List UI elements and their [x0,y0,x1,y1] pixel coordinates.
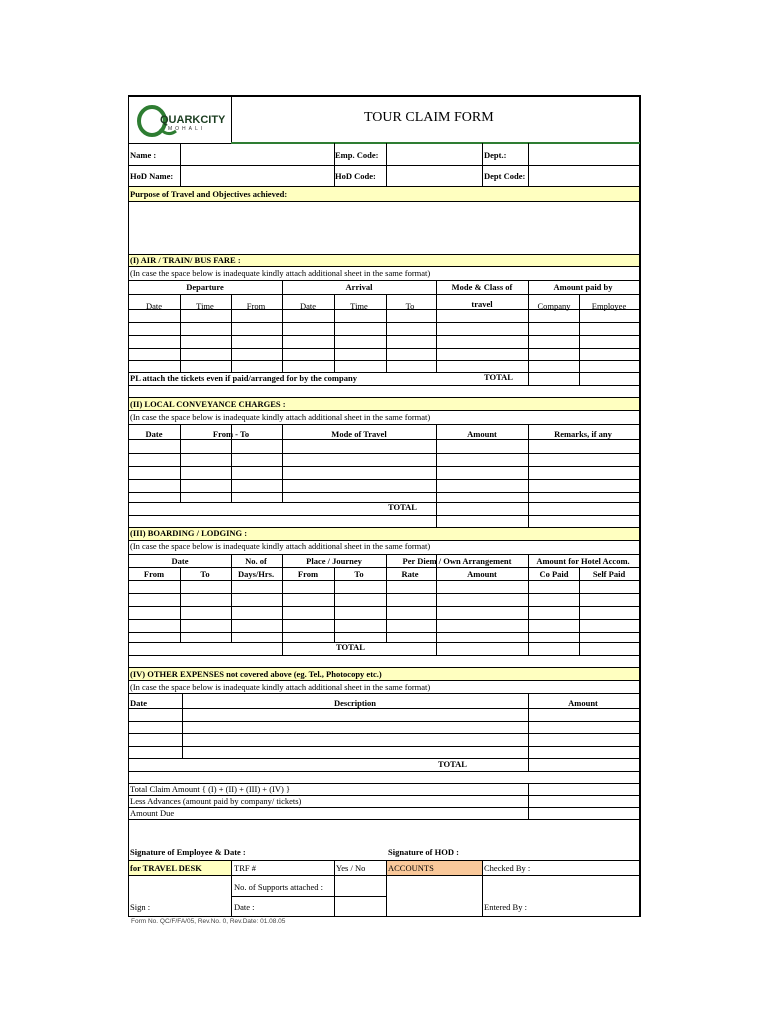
grid-line [334,294,335,372]
grid-line [128,335,640,336]
grid-line [128,580,640,581]
employee-signature-label: Signature of Employee & Date : [130,847,246,857]
grid-line [128,860,640,861]
grid-line [128,186,640,187]
grid-line [231,554,232,642]
grid-line [128,667,640,668]
grid-line [282,424,283,502]
accounts-label: ACCOUNTS [388,863,434,873]
grid-line [128,593,640,594]
s2-from-to: From - To [212,429,250,439]
section-3-note: (In case the space below is inadequate kindly attach additional sheet in the same format) [130,541,431,551]
s1-arrival: Arrival [345,282,373,292]
s1-company: Company [537,301,571,311]
s4-description: Description [333,698,377,708]
grid-line [128,479,640,480]
s2-amount: Amount [467,429,497,439]
hod-name-label: HoD Name: [130,171,174,181]
grid-line [528,143,529,186]
grid-line [128,385,640,386]
grid-line [128,492,640,493]
date-label: Date : [234,902,255,912]
hod-signature-label: Signature of HOD : [388,847,459,857]
grid-line [128,466,640,467]
grid-line [528,693,529,771]
section-2-note: (In case the space below is inadequate kindly attach additional sheet in the same format) [130,412,431,422]
grid-line [579,294,580,385]
section-4-note: (In case the space below is inadequate kindly attach additional sheet in the same format) [130,682,431,692]
grid-line [128,619,640,620]
grid-line [128,567,640,568]
grid-line [231,95,232,143]
s3-place: Place / Journey [306,556,362,566]
s1-mode-class: Mode & Class of [451,282,513,292]
grid-line [436,280,437,372]
grid-line [528,280,529,385]
grid-line [128,424,640,425]
grid-line [128,410,640,411]
s3-place-from: From [297,569,319,579]
s3-date-from: From [143,569,165,579]
grid-line [128,632,640,633]
grid-line [231,294,232,372]
grid-line [386,294,387,372]
grid-line [128,733,640,734]
form-title: TOUR CLAIM FORM [364,110,494,125]
s1-ticket-note: PL attach the tickets even if paid/arranged for by the company [130,373,357,383]
less-advances-label: Less Advances (amount paid by company/ tickets) [130,796,302,806]
s2-date: Date [145,429,163,439]
grid-line [231,142,640,144]
grid-line [639,95,641,917]
entered-by-label: Entered By : [484,902,527,912]
logo-subtext: MOHALI [168,126,206,132]
grid-line [128,165,640,166]
s4-amount: Amount [568,698,598,708]
section-4-title: (IV) OTHER EXPENSES not covered above (eg. Tel., Photocopy etc.) [130,669,382,679]
grid-line [528,554,529,655]
s1-dep-date: Date [145,301,163,311]
dept-code-label: Dept Code: [484,171,526,181]
section-1-title: (I) AIR / TRAIN/ BUS FARE : [130,255,241,265]
grid-line [128,875,640,876]
s2-mode: Mode of Travel [331,429,387,439]
grid-line [282,554,283,655]
grid-line [128,348,640,349]
grid-line [128,746,640,747]
grid-line [482,860,483,916]
tour-claim-form [128,95,640,917]
grid-line [128,266,640,267]
s4-total: TOTAL [438,759,467,769]
dept-label: Dept.: [484,150,507,160]
trf-label: TRF # [234,863,256,873]
s2-total: TOTAL [388,502,417,512]
grid-line [182,693,183,758]
grid-line [579,567,580,655]
grid-line [128,693,640,694]
grid-line [282,280,283,372]
form-footer: Form No. QC/F/FA/05, Rev.No. 0, Rev.Date: 01.08.05 [131,918,286,925]
section-3-title: (III) BOARDING / LODGING : [130,528,248,538]
s1-dep-time: Time [196,301,214,311]
section-1-note: (In case the space below is inadequate kindly attach additional sheet in the same format) [130,268,431,278]
grid-line [128,771,640,772]
s1-travel: travel [471,299,493,309]
grid-line [231,860,232,916]
s3-co-paid: Co Paid [539,569,569,579]
grid-line [386,860,387,916]
grid-line [386,143,387,186]
grid-line [180,567,181,642]
grid-line [128,916,640,917]
section-2-title: (II) LOCAL CONVEYANCE CHARGES : [130,399,286,409]
name-label: Name : [130,150,157,160]
sign-label: Sign : [130,902,151,912]
s1-arr-to: To [405,301,415,311]
grid-line [436,554,437,655]
grid-line [128,515,640,516]
yes-no-label: Yes / No [336,863,366,873]
grid-line [180,143,181,186]
grid-line [128,397,640,398]
supports-label: No. of Supports attached : [234,882,323,892]
grid-line [334,860,335,916]
purpose-label: Purpose of Travel and Objectives achieved: [130,189,288,199]
grid-line [180,294,181,372]
grid-line [128,95,129,917]
grid-line [128,502,640,503]
s3-date-to: To [200,569,210,579]
amount-due-label: Amount Due [130,808,175,818]
grid-line [128,819,640,820]
grid-line [128,439,640,440]
grid-line [128,322,640,323]
s3-total: TOTAL [336,642,365,652]
s3-date: Date [171,556,189,566]
s3-place-to: To [354,569,364,579]
grid-line [528,783,529,819]
grid-line [128,655,640,656]
grid-line [482,143,483,186]
hod-code-label: HoD Code: [335,171,376,181]
s1-total: TOTAL [484,372,513,382]
s4-date: Date [130,698,147,708]
grid-line [128,721,640,722]
s1-employee: Employee [591,301,627,311]
grid-line [334,567,335,642]
grid-line [128,453,640,454]
s1-dep-from: From [246,301,266,311]
s3-days-hrs: Days/Hrs. [237,569,275,579]
travel-desk-label: for TRAVEL DESK [130,863,202,873]
logo-text: QUARKCITY [160,114,226,126]
grid-line [528,424,529,527]
s1-arr-date: Date [299,301,317,311]
grid-line [436,424,437,527]
grid-line [128,642,640,643]
s3-amount: Amount [467,569,497,579]
s3-rate: Rate [401,569,419,579]
grid-line [231,896,386,897]
grid-line [128,95,640,97]
emp-code-label: Emp. Code: [335,150,379,160]
s3-self-paid: Self Paid [592,569,626,579]
s2-remarks: Remarks, if any [554,429,612,439]
s1-departure: Departure [186,282,224,292]
checked-by-label: Checked By : [484,863,531,873]
grid-line [386,554,387,642]
grid-line [128,294,282,295]
grid-line [128,807,640,808]
s3-per-diem: Per Diem / Own Arrangement [402,556,512,566]
s1-amount-paid-by: Amount paid by [553,282,613,292]
grid-line [128,606,640,607]
grid-line [128,360,640,361]
grid-line [128,280,640,281]
grid-line [128,680,640,681]
grid-line [128,201,640,202]
company-logo [134,101,230,139]
s3-hotel: Amount for Hotel Accom. [536,556,630,566]
s3-no-of: No. of [245,556,267,566]
grid-line [128,554,640,555]
grid-line [128,758,640,759]
total-claim-label: Total Claim Amount { (I) + (II) + (III) + (IV) } [130,784,291,794]
grid-line [180,424,181,502]
s1-arr-time: Time [350,301,368,311]
grid-line [128,708,640,709]
